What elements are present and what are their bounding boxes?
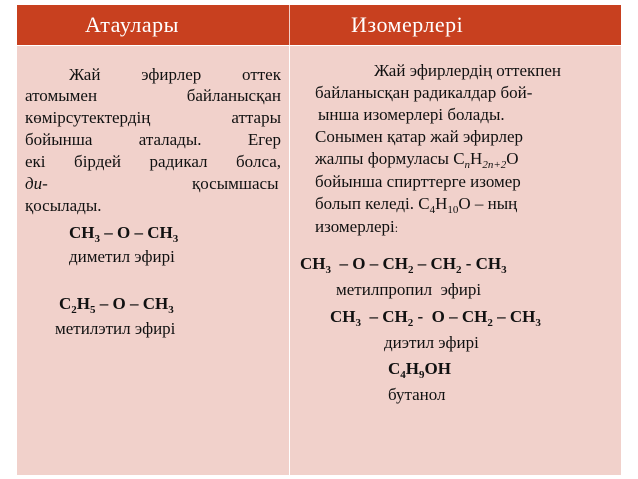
right-text-line: Жай эфирлердің оттекпен <box>374 61 561 80</box>
right-text-c4h10o: болып келеді. $C_4H_{10}O$ – ның <box>315 194 518 216</box>
right-text-line: изомерлері: <box>315 217 399 236</box>
formula-diethyl-ether: $CH_3 - CH_2$ - O – $CH_2 - CH_3$ <box>330 307 541 329</box>
right-text-general-formula: жалпы формуласы $C_nH_{2n+2}O$ <box>315 149 519 171</box>
right-text-line: байланысқан радикалдар бой- <box>315 83 533 102</box>
name-methylethyl-ether: метилэтил эфирі <box>55 319 176 338</box>
header-isomers <box>290 5 621 45</box>
left-text-line: қосымшасы <box>192 174 279 193</box>
header-names-label: Атаулары <box>85 12 179 37</box>
name-methylpropyl-ether: метилпропил эфирі <box>336 280 482 299</box>
left-text-line: бойынша аталады. Егер <box>25 130 281 149</box>
isomers-column <box>290 46 621 475</box>
formula-methylpropyl-ether: $CH_3$ – O – $CH_2 - CH_2 - CH_3$ <box>300 254 507 276</box>
formula-dimethyl-ether: $CH_3$ – O – $CH_3$ <box>69 223 179 245</box>
name-diethyl-ether: диэтил эфирі <box>384 333 479 352</box>
left-text-line: көмірсутектердің аттары <box>25 108 281 127</box>
names-column <box>17 46 290 475</box>
left-text-line: Жай эфирлер оттек <box>69 65 281 84</box>
formula-methylethyl-ether: $C_2H_5$ – O – $CH_3$ <box>59 294 174 316</box>
left-text-line: атомымен байланысқан <box>25 86 281 105</box>
right-text-line: бойынша спирттерге изомер <box>315 172 521 191</box>
right-text-line: Сонымен қатар жай эфирлер <box>315 127 524 146</box>
name-butanol: бутанол <box>388 385 446 404</box>
right-text-line: ынша изомерлері болады. <box>318 105 505 124</box>
name-dimethyl-ether: диметил эфирі <box>69 247 175 266</box>
formula-butanol: $C_4H_9OH$ <box>388 359 451 381</box>
header-isomers-label: Изомерлері <box>351 12 464 37</box>
left-text-prefix-di: ди- <box>25 174 48 193</box>
header-names <box>17 5 290 45</box>
left-text-line: екі бірдей радикал болса, <box>25 152 281 171</box>
left-text-line: қосылады. <box>25 196 102 215</box>
comparison-table <box>17 5 621 475</box>
